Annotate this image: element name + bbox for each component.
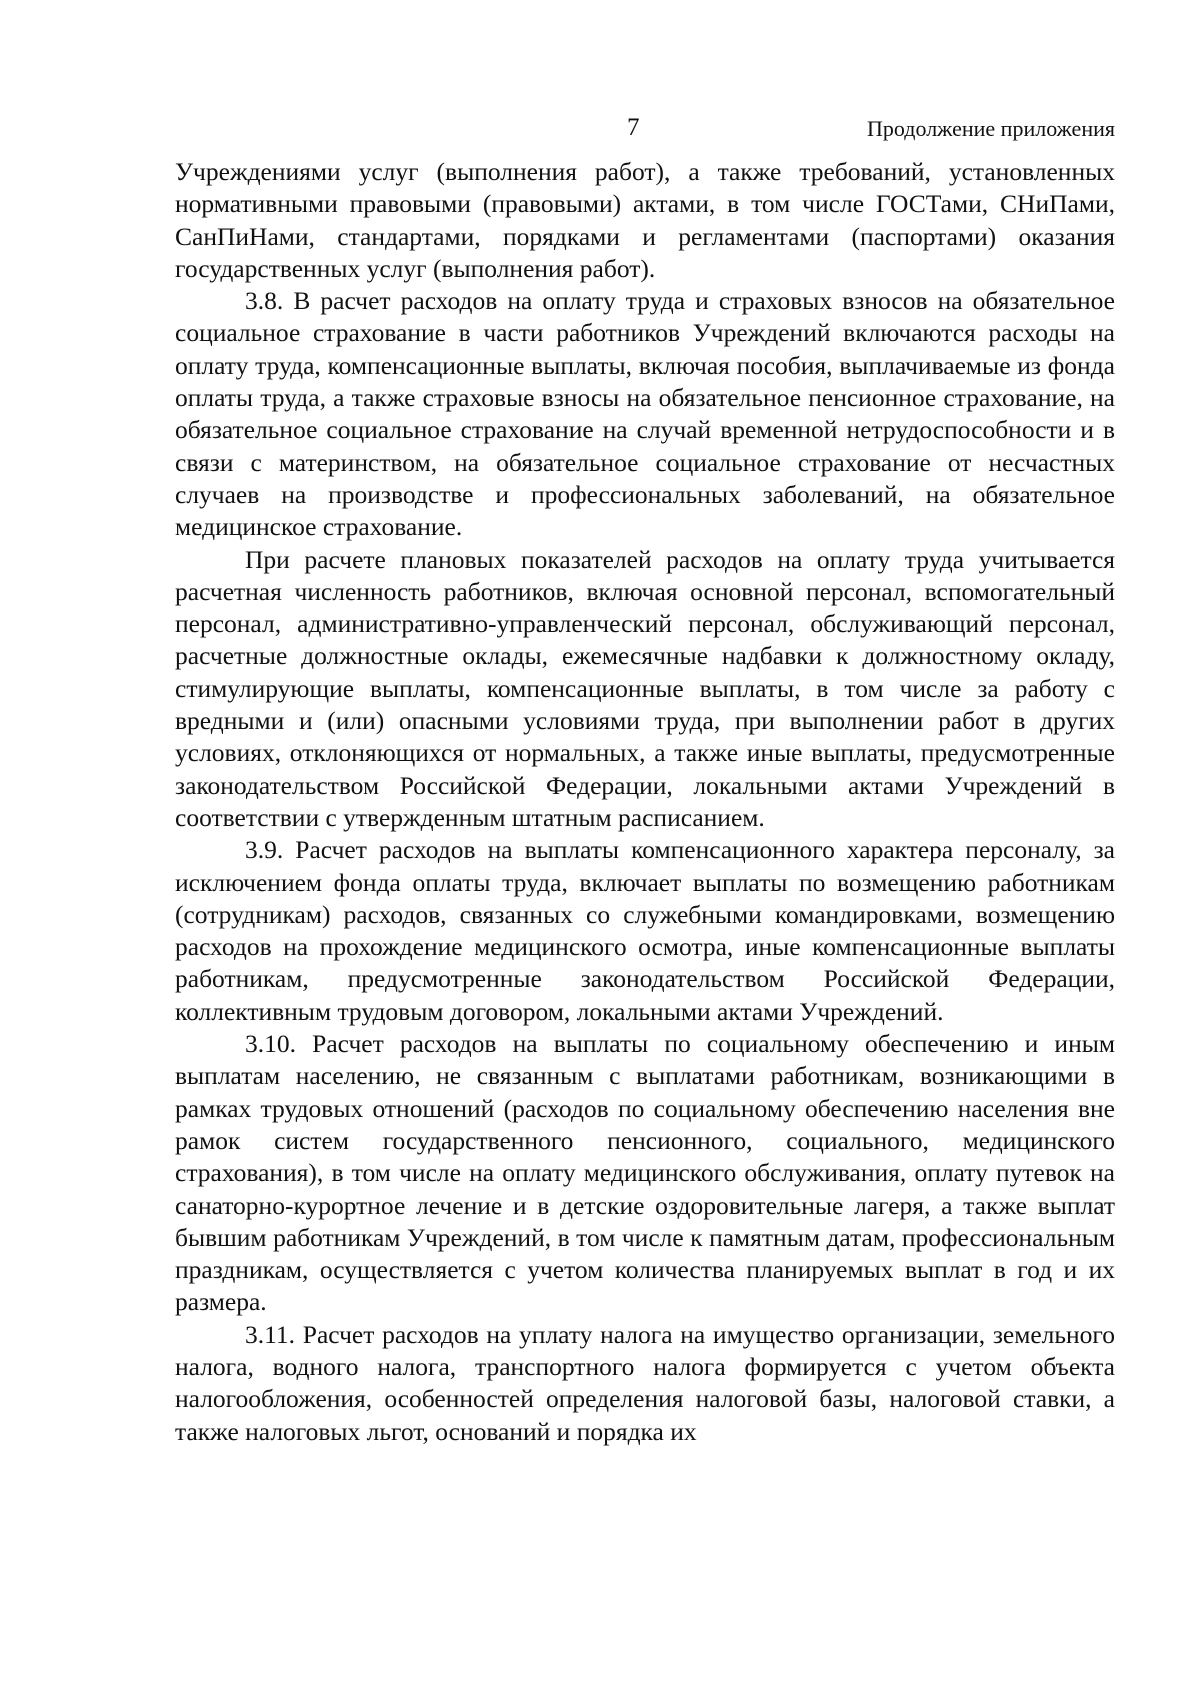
paragraph-3-9: 3.9. Расчет расходов на выплаты компенсационного характера персоналу, за исключением фонда оплаты труда, включает выплаты по возмещению работникам (сотрудникам) расходов, связанных со служебными командировками, возмещению расходов на прохождение медицинского осмотра, иные компенсационные выплаты работникам, предусмотренные законодательством Российской Федерации, коллективным трудовым договором, локальными актами Учреждений. bbox=[175, 835, 1115, 1026]
paragraph-3-11: 3.11. Расчет расходов на уплату налога на имущество организации, земельного налога, водного налога, транспортного налога формируется с учетом объекта налогообложения, особенностей определения налоговой базы, налоговой ставки, а также налоговых льгот, оснований и порядка их bbox=[175, 1319, 1115, 1446]
page-number: 7 bbox=[627, 114, 640, 141]
paragraph-3-10: 3.10. Расчет расходов на выплаты по социальному обеспечению и иным выплатам населению, не связанным с выплатами работникам, возникающими в рамках трудовых отношений (расходов по социальному обеспечению населения вне рамок систем государственного пенсионного, социального, медицинского страхования), в том числе на оплату медицинского обслуживания, оплату путевок на санаторно-курортное лечение и в детские оздоровительные лагеря, а также выплат бывшим работникам Учреждений, в том числе к памятным датам, профессиональным праздникам, осуществляется с учетом количества планируемых выплат в год и их размера. bbox=[175, 1029, 1115, 1317]
paragraph-continuation: Учреждениями услуг (выполнения работ), а также требований, установленных нормативными правовыми (правовыми) актами, в том числе ГОСТами, СНиПами, СанПиНами, стандартами, порядками и регламентами (паспортами) оказания государственных услуг (выполнения работ). bbox=[175, 157, 1115, 283]
appendix-continuation-note: Продолжение приложения bbox=[867, 116, 1115, 141]
paragraph-3-8: 3.8. В расчет расходов на оплату труда и страховых взносов на обязательное социальное страхование в части работников Учреждений включаются расходы на оплату труда, компенсационные выплаты, включая пособия, выплачиваемые из фонда оплаты труда, а также страховые взносы на обязательное пенсионное страхование, на обязательное социальное страхование на случай временной нетрудоспособности и в связи с материнством, на обязательное социальное страхование от несчастных случаев на производстве и профессиональных заболеваний, на обязательное медицинское страхование. bbox=[175, 286, 1115, 542]
page-header bbox=[0, 110, 1200, 144]
paragraph-planned-indicators: При расчете плановых показателей расходов на оплату труда учитывается расчетная численность работников, включая основной персонал, вспомогательный персонал, административно-управленческий персонал, обслуживающий персонал, расчетные должностные оклады, ежемесячные надбавки к должностному окладу, стимулирующие выплаты, компенсационные выплаты, в том числе за работу с вредными и (или) опасными условиями труда, при выполнении работ в других условиях, отклоняющихся от нормальных, а также иные выплаты, предусмотренные законодательством Российской Федерации, локальными актами Учреждений в соответствии с утвержденным штатным расписанием. bbox=[175, 544, 1115, 832]
document-body bbox=[175, 156, 1115, 1448]
